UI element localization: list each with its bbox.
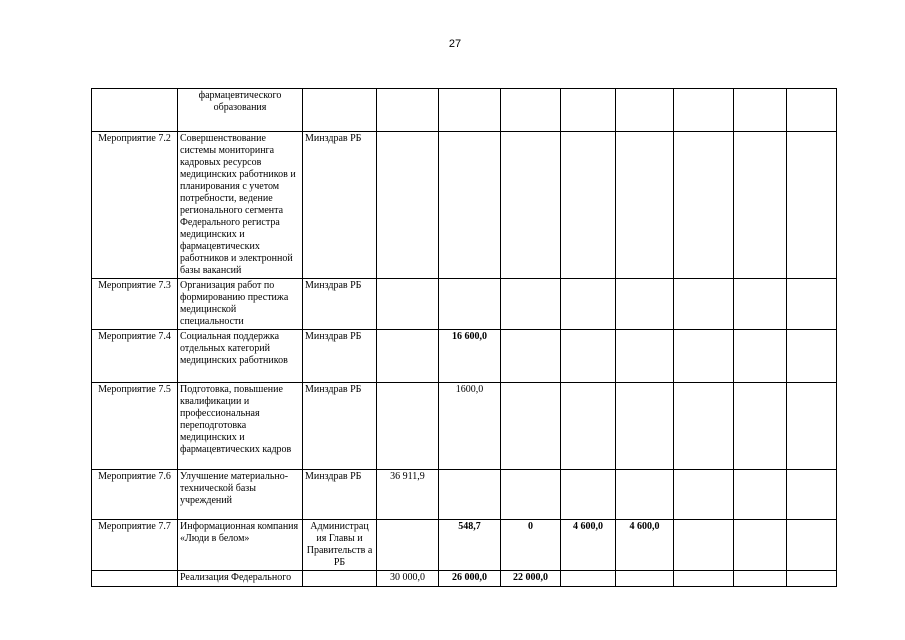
value-cell bbox=[561, 571, 616, 587]
value-cell bbox=[377, 383, 439, 470]
value-cell bbox=[734, 330, 787, 383]
value-cell bbox=[501, 383, 561, 470]
value-cell bbox=[616, 571, 674, 587]
activity-name bbox=[92, 571, 178, 587]
value-cell bbox=[787, 279, 837, 330]
value-cell: 4 600,0 bbox=[616, 520, 674, 571]
value-cell: 16 600,0 bbox=[439, 330, 501, 383]
activity-executor: Минздрав РБ bbox=[303, 383, 377, 470]
value-cell bbox=[674, 279, 734, 330]
value-cell bbox=[616, 470, 674, 520]
table-row bbox=[92, 330, 837, 383]
value-cell: 1600,0 bbox=[439, 383, 501, 470]
activity-name: Мероприятие 7.7 bbox=[92, 520, 178, 571]
value-cell bbox=[787, 383, 837, 470]
activity-description: Информационная компания «Люди в белом» bbox=[178, 520, 303, 571]
activity-executor: Минздрав РБ bbox=[303, 279, 377, 330]
value-cell bbox=[561, 89, 616, 132]
activities-table bbox=[91, 88, 837, 587]
activity-name: Мероприятие 7.2 bbox=[92, 132, 178, 279]
table-row bbox=[92, 132, 837, 279]
table-row bbox=[92, 520, 837, 571]
value-cell: 26 000,0 bbox=[439, 571, 501, 587]
value-cell bbox=[439, 132, 501, 279]
activity-description: Организация работ по формированию престижа медицинской специальности bbox=[178, 279, 303, 330]
value-cell bbox=[674, 330, 734, 383]
activity-executor: Минздрав РБ bbox=[303, 132, 377, 279]
value-cell: 36 911,9 bbox=[377, 470, 439, 520]
value-cell bbox=[787, 132, 837, 279]
value-cell bbox=[787, 89, 837, 132]
table-row bbox=[92, 89, 837, 132]
value-cell bbox=[734, 520, 787, 571]
activity-executor: Минздрав РБ bbox=[303, 330, 377, 383]
value-cell bbox=[734, 470, 787, 520]
page-number: 27 bbox=[448, 38, 462, 50]
value-cell bbox=[616, 330, 674, 383]
value-cell bbox=[377, 520, 439, 571]
value-cell bbox=[377, 279, 439, 330]
value-cell bbox=[787, 330, 837, 383]
value-cell bbox=[501, 89, 561, 132]
activity-description: Реализация Федерального bbox=[178, 571, 303, 587]
value-cell bbox=[674, 470, 734, 520]
activity-description: Улучшение материально-технической базы учреждений bbox=[178, 470, 303, 520]
activity-executor bbox=[303, 89, 377, 132]
value-cell bbox=[734, 279, 787, 330]
activity-name: Мероприятие 7.6 bbox=[92, 470, 178, 520]
table-row bbox=[92, 279, 837, 330]
activity-executor: Администрац ия Главы и Правительств а РБ bbox=[303, 520, 377, 571]
value-cell: 30 000,0 bbox=[377, 571, 439, 587]
value-cell bbox=[674, 520, 734, 571]
activity-name bbox=[92, 89, 178, 132]
value-cell: 0 bbox=[501, 520, 561, 571]
value-cell: 22 000,0 bbox=[501, 571, 561, 587]
activity-description: фармацевтического образования bbox=[178, 89, 303, 132]
value-cell bbox=[616, 279, 674, 330]
activity-executor: Минздрав РБ bbox=[303, 470, 377, 520]
value-cell bbox=[501, 132, 561, 279]
value-cell bbox=[377, 132, 439, 279]
value-cell bbox=[787, 571, 837, 587]
activity-name: Мероприятие 7.5 bbox=[92, 383, 178, 470]
value-cell bbox=[501, 470, 561, 520]
value-cell bbox=[501, 330, 561, 383]
value-cell bbox=[616, 89, 674, 132]
activity-name: Мероприятие 7.4 bbox=[92, 330, 178, 383]
value-cell bbox=[616, 383, 674, 470]
value-cell bbox=[787, 470, 837, 520]
value-cell bbox=[561, 383, 616, 470]
value-cell bbox=[561, 132, 616, 279]
value-cell bbox=[616, 132, 674, 279]
value-cell bbox=[561, 330, 616, 383]
value-cell bbox=[674, 132, 734, 279]
activity-executor bbox=[303, 571, 377, 587]
value-cell bbox=[439, 89, 501, 132]
activity-description: Подготовка, повышение квалификации и профессиональная переподготовка медицинских и фармацевтических кадров bbox=[178, 383, 303, 470]
value-cell bbox=[734, 383, 787, 470]
value-cell bbox=[561, 470, 616, 520]
value-cell bbox=[734, 132, 787, 279]
activity-description: Совершенствование системы мониторинга кадровых ресурсов медицинских работников и планирования с учетом потребности, ведение регионального сегмента Федерального регистра медицинских и фармацевтических работников и электронной базы вакансий bbox=[178, 132, 303, 279]
table-row bbox=[92, 470, 837, 520]
value-cell bbox=[674, 89, 734, 132]
value-cell bbox=[734, 89, 787, 132]
table-row bbox=[92, 571, 837, 587]
table-row bbox=[92, 383, 837, 470]
value-cell bbox=[377, 89, 439, 132]
value-cell: 4 600,0 bbox=[561, 520, 616, 571]
value-cell bbox=[674, 571, 734, 587]
activity-description: Социальная поддержка отдельных категорий медицинских работников bbox=[178, 330, 303, 383]
value-cell bbox=[787, 520, 837, 571]
value-cell bbox=[439, 279, 501, 330]
value-cell bbox=[501, 279, 561, 330]
value-cell bbox=[734, 571, 787, 587]
activity-name: Мероприятие 7.3 bbox=[92, 279, 178, 330]
value-cell: 548,7 bbox=[439, 520, 501, 571]
value-cell bbox=[561, 279, 616, 330]
value-cell bbox=[439, 470, 501, 520]
value-cell bbox=[674, 383, 734, 470]
value-cell bbox=[377, 330, 439, 383]
